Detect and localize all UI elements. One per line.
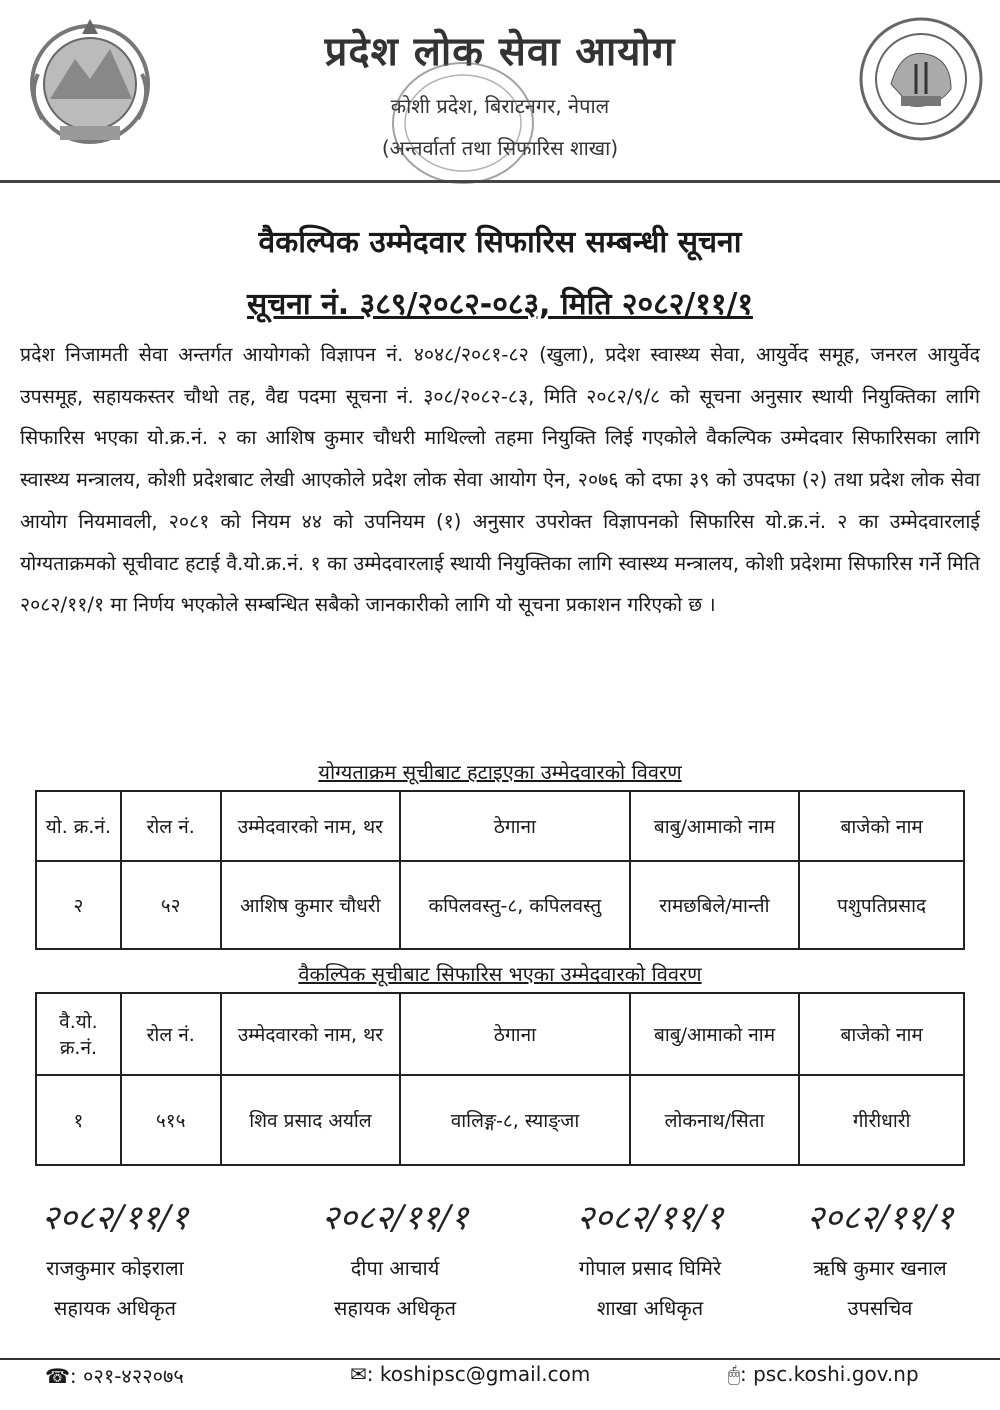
cell-grandfather: पशुपतिप्रसाद: [799, 861, 964, 949]
cell-roll: ५२: [121, 861, 221, 949]
organization-location: कोशी प्रदेश, बिराटनगर, नेपाल: [390, 94, 610, 118]
header-divider: [0, 180, 1000, 183]
col-header-address: ठेगाना: [400, 791, 629, 861]
phone-icon: ☎:: [45, 1364, 77, 1388]
col-header-grandfather: बाजेको नाम: [799, 993, 964, 1075]
signature-mark: २०८२/११/१: [576, 1198, 724, 1238]
footer-website: [728, 1362, 919, 1386]
signature-mark: २०८२/११/१: [321, 1198, 469, 1238]
table-header-row: [36, 791, 964, 861]
notice-title: वैकल्पिक उम्मेदवार सिफारिस सम्बन्धी सूचना: [258, 225, 742, 260]
cell-parents: रामछबिले/मान्ती: [630, 861, 800, 949]
cell-name: आशिष कुमार चौधरी: [221, 861, 401, 949]
website-link[interactable]: psc.koshi.gov.np: [753, 1362, 919, 1386]
office-stamp-icon: [388, 58, 538, 188]
signature-block-2: [280, 1198, 510, 1328]
signature-block-4: [765, 1198, 995, 1328]
cell-roll: ५१५: [121, 1075, 221, 1165]
signer-title: उपसचिव: [847, 1296, 913, 1320]
table-row: [36, 861, 964, 949]
cell-parents: लोकनाथ/सिता: [630, 1075, 800, 1165]
recommended-candidate-table: [35, 992, 965, 1166]
signature-block-1: [0, 1198, 230, 1328]
cell-address: कपिलवस्तु-८, कपिलवस्तु: [400, 861, 629, 949]
col-header-address: ठेगाना: [400, 993, 629, 1075]
col-header-roll: रोल नं.: [121, 791, 221, 861]
removed-section-heading: योग्यताक्रम सूचीबाट हटाइएका उम्मेदवारको विवरण: [318, 760, 682, 784]
footer-phone: [45, 1362, 184, 1389]
signer-name: दीपा आचार्य: [350, 1256, 440, 1280]
footer-email: [350, 1362, 590, 1386]
col-header-parents: बाबु/आमाको नाम: [630, 791, 800, 861]
col-header-parents: बाबु/आमाको नाम: [630, 993, 800, 1075]
col-header-grandfather: बाजेको नाम: [799, 791, 964, 861]
cell-serial: १: [36, 1075, 121, 1165]
signer-title: सहायक अधिकृत: [333, 1296, 457, 1320]
col-header-serial: यो. क्र.नं.: [36, 791, 121, 861]
signer-name: गोपाल प्रसाद घिमिरे: [578, 1256, 722, 1280]
notice-number: सूचना नं. ३८९/२०८२-०८३, मिति २०८२/११/१: [246, 287, 754, 322]
cell-serial: २: [36, 861, 121, 949]
signer-title: शाखा अधिकृत: [596, 1296, 704, 1320]
mouse-icon: 🖱:: [728, 1362, 747, 1386]
email-address[interactable]: koshipsc@gmail.com: [379, 1362, 591, 1386]
notice-body: प्रदेश निजामती सेवा अन्तर्गत आयोगको विज्ञापन नं. ४०४८/२०८१-८२ (खुला), प्रदेश स्वास्थ्य सेवा, आयुर्वेद समूह, जनरल आयुर्वेद उपसमूह, सहायकस्तर चौथो तह, वैद्य पदमा सूचना नं. ३०८/२०८२-८३, मिति २०८२/९/८ को सूचना अनुसार स्थायी नियुक्तिका लागि सिफारिस भएका यो.क्र.नं. २ का आशिष कुमार चौधरी माथिल्लो तहमा नियुक्ति लिई गएकोले वैकल्पिक उम्मेदवार सिफारिसका लागि स्वास्थ्य मन्त्रालय, कोशी प्रदेशबाट लेखी आएकोले प्रदेश लोक सेवा आयोग ऐन, २०७६ को दफा ३९ को उपदफा (२) तथा प्रदेश लोक सेवा आयोग नियमावली, २०८१ को नियम ४४ को उपनियम (१) अनुसार उपरोक्त विज्ञापनको सिफारिस यो.क्र.नं. २ का उम्मेदवारलाई योग्यताक्रमको सूचीवाट हटाई वै.यो.क्र.नं. १ का उम्मेदवारलाई स्थायी नियुक्तिका लागि स्वास्थ्य मन्त्रालय, कोशी प्रदेशमा सिफारिस गर्ने मिति २०८२/११/१ मा निर्णय भएकोले सम्बन्धित सबैको जानकारीको लागि यो सूचना प्रकाशन गरिएको छ ।: [20, 343, 980, 617]
signer-title: सहायक अधिकृत: [53, 1296, 177, 1320]
removed-candidate-table: [35, 790, 965, 950]
table-row: [36, 1075, 964, 1165]
cell-grandfather: गीरीधारी: [799, 1075, 964, 1165]
signature-block-3: [535, 1198, 765, 1328]
recommended-section-heading: वैकल्पिक सूचीबाट सिफारिस भएका उम्मेदवारको विवरण: [298, 962, 702, 986]
nepal-emblem-icon: [20, 14, 160, 149]
table-header-row: [36, 993, 964, 1075]
col-header-name: उम्मेदवारको नाम, थर: [221, 791, 401, 861]
col-header-roll: रोल नं.: [121, 993, 221, 1075]
footer-divider: [0, 1358, 1000, 1360]
envelope-icon: ✉:: [350, 1362, 374, 1386]
cell-address: वालिङ्ग-८, स्याङ्जा: [400, 1075, 629, 1165]
organization-name: प्रदेश लोक सेवा आयोग: [324, 29, 676, 75]
col-header-name: उम्मेदवारको नाम, थर: [221, 993, 401, 1075]
psc-seal-icon: [856, 14, 986, 144]
cell-name: शिव प्रसाद अर्याल: [221, 1075, 401, 1165]
col-header-serial: वै.यो. क्र.नं.: [36, 993, 121, 1075]
phone-number: ०२१-४२२०७५: [83, 1364, 184, 1388]
signature-mark: २०८२/११/१: [806, 1198, 954, 1238]
organization-branch: (अन्तर्वार्ता तथा सिफारिस शाखा): [381, 136, 619, 160]
signature-mark: २०८२/११/१: [41, 1198, 189, 1238]
signer-name: राजकुमार कोइराला: [46, 1256, 184, 1280]
signer-name: ऋषि कुमार खनाल: [813, 1256, 947, 1280]
